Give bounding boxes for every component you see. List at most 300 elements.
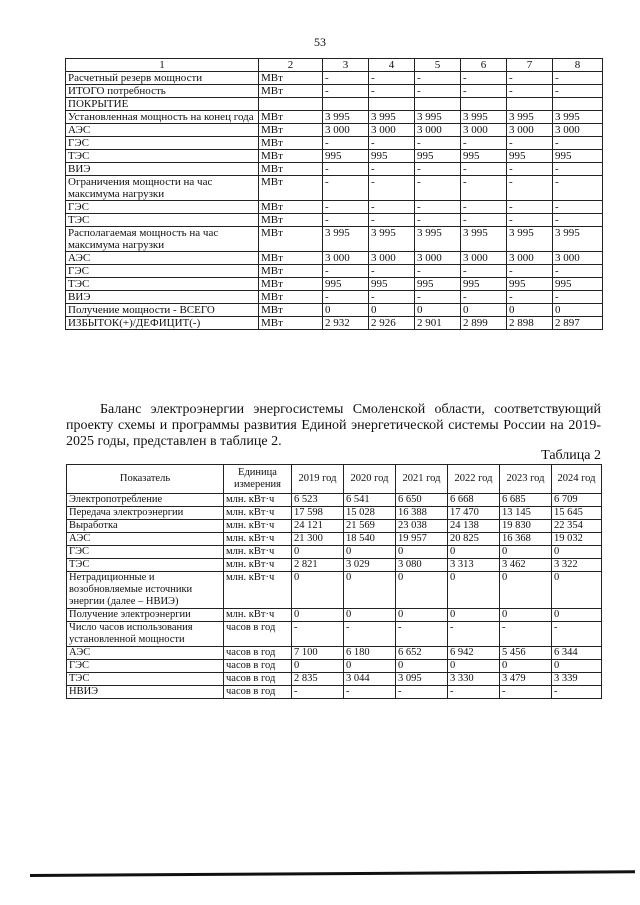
table-cell: 0 [500,660,552,673]
table-cell: 2 932 [323,317,369,330]
table-cell: 6 652 [396,647,448,660]
table-cell: 995 [369,278,415,291]
table-cell: 0 [292,572,344,609]
table-cell: 0 [396,572,448,609]
table-cell: 0 [292,546,344,559]
table-cell: - [396,686,448,699]
table-cell: 6 344 [552,647,602,660]
table-row [67,520,602,533]
table-cell: - [553,214,603,227]
table-cell: - [415,137,461,150]
table-cell: млн. кВт·ч [224,559,292,572]
table-row [66,163,603,176]
table-cell: НВИЭ [67,686,224,699]
paragraph-text: Баланс электроэнергии энергосистемы Смоленской области, соответствующий проекту схемы и программы развития Единой энергетической системы России на 2019-2025 годы, представлен в таблице 2. [66,402,601,449]
table-cell: 3 029 [344,559,396,572]
table-row [67,673,602,686]
table-cell: - [461,137,507,150]
table-cell: 19 830 [500,520,552,533]
table-cell: 5 456 [500,647,552,660]
table-cell: 24 138 [448,520,500,533]
table-cell: 0 [396,546,448,559]
table-cell: 0 [552,546,602,559]
table-cell: МВт [259,214,323,227]
table-cell: - [553,137,603,150]
table-cell: - [369,214,415,227]
table-cell: МВт [259,163,323,176]
table-cell: - [323,265,369,278]
column-header: 1 [66,59,259,72]
table-cell: - [553,291,603,304]
table-cell: МВт [259,150,323,163]
column-header: 6 [461,59,507,72]
table-row [66,291,603,304]
table-cell: - [292,686,344,699]
table-cell: Нетрадиционные и возобновляемые источники энергии (далее – НВИЭ) [67,572,224,609]
table-cell: Ограничения мощности на час максимума нагрузки [66,176,259,201]
table-cell: - [369,291,415,304]
table-cell: МВт [259,137,323,150]
table-cell: - [507,85,553,98]
table-cell: Располагаемая мощность на час максимума нагрузки [66,227,259,252]
table-row [66,111,603,124]
table-cell: 3 000 [553,252,603,265]
table-cell: ГЭС [66,201,259,214]
column-header: 8 [553,59,603,72]
body-paragraph [66,402,601,450]
table-cell: 6 685 [500,494,552,507]
table-cell: - [461,72,507,85]
table-cell: 3 322 [552,559,602,572]
table-cell: 22 354 [552,520,602,533]
table-cell: - [415,176,461,201]
table-cell: 3 995 [553,227,603,252]
column-header: 3 [323,59,369,72]
table-cell: - [344,686,396,699]
table-cell: - [500,622,552,647]
table-cell: - [369,163,415,176]
table-cell: 3 995 [323,227,369,252]
table-row [66,304,603,317]
table-cell: 3 000 [323,124,369,137]
table-cell: 0 [448,546,500,559]
table-cell: 6 541 [344,494,396,507]
table-cell: МВт [259,85,323,98]
table-cell: 0 [323,304,369,317]
table-cell: - [323,85,369,98]
table-cell: часов в год [224,673,292,686]
table-cell: - [553,176,603,201]
table-cell: 995 [461,278,507,291]
table-row [66,252,603,265]
table-cell: ИТОГО потребность [66,85,259,98]
table-header-row [66,59,603,72]
table-cell: - [553,85,603,98]
table-row [67,609,602,622]
table-cell: 995 [507,150,553,163]
table-cell: 2 897 [553,317,603,330]
table-cell: - [292,622,344,647]
table-cell: - [323,214,369,227]
table-cell: 0 [507,304,553,317]
table-cell: 0 [292,660,344,673]
table-cell: 0 [415,304,461,317]
table-cell: 3 080 [396,559,448,572]
table-cell: - [415,291,461,304]
table-row [66,98,603,111]
table-cell: - [396,622,448,647]
table-cell: - [323,201,369,214]
table-cell: млн. кВт·ч [224,507,292,520]
table-cell: МВт [259,227,323,252]
table-row [67,622,602,647]
table-row [66,214,603,227]
energy-balance-table [66,464,602,699]
table-cell: 3 000 [415,252,461,265]
table-cell [461,98,507,111]
table-header-row [67,465,602,494]
table-cell: 3 044 [344,673,396,686]
table-cell: ГЭС [67,660,224,673]
table-cell: ВИЭ [66,163,259,176]
table-row [66,317,603,330]
table-cell: 0 [344,609,396,622]
table-cell: МВт [259,278,323,291]
table-cell: - [461,85,507,98]
table-cell [507,98,553,111]
table-row [66,176,603,201]
table-cell: 3 995 [323,111,369,124]
table-cell: 15 028 [344,507,396,520]
table-cell: Установленная мощность на конец года [66,111,259,124]
table-cell: 0 [292,609,344,622]
table-cell: 19 032 [552,533,602,546]
table-cell: 0 [448,572,500,609]
table-cell: - [415,265,461,278]
table-row [67,559,602,572]
table-cell: 995 [323,278,369,291]
table-cell: 0 [344,660,396,673]
table-cell: МВт [259,111,323,124]
column-header: 4 [369,59,415,72]
table-cell: ГЭС [66,265,259,278]
table-row [66,150,603,163]
table-cell: 3 995 [369,111,415,124]
table-cell: 995 [553,150,603,163]
table-cell [415,98,461,111]
table-cell: - [553,265,603,278]
table-row [66,201,603,214]
table-cell: Получение мощности - ВСЕГО [66,304,259,317]
table-cell: 3 000 [369,252,415,265]
table-cell: 24 121 [292,520,344,533]
table-cell: АЭС [67,647,224,660]
table-cell: - [507,265,553,278]
table-cell: 3 479 [500,673,552,686]
table-cell: - [500,686,552,699]
column-header: Показатель [67,465,224,494]
table-cell: 19 957 [396,533,448,546]
table-cell: 0 [448,609,500,622]
column-header: 7 [507,59,553,72]
table-cell: МВт [259,72,323,85]
table-cell: МВт [259,317,323,330]
table-cell: часов в год [224,622,292,647]
table-cell: ПОКРЫТИЕ [66,98,259,111]
table-cell: Получение электроэнергии [67,609,224,622]
table-cell: - [448,686,500,699]
table-cell: - [369,137,415,150]
table-cell: 3 995 [507,227,553,252]
table-cell: Расчетный резерв мощности [66,72,259,85]
table-cell: - [448,622,500,647]
table-cell: - [344,622,396,647]
table-cell: МВт [259,265,323,278]
table-cell: 3 339 [552,673,602,686]
table-cell: млн. кВт·ч [224,494,292,507]
table-cell: 3 330 [448,673,500,686]
table-cell: часов в год [224,647,292,660]
table-cell: - [323,291,369,304]
table-cell: ТЭС [66,214,259,227]
power-balance-table [65,58,603,330]
table-cell: МВт [259,201,323,214]
table-cell: 3 000 [507,124,553,137]
table-cell: 2 835 [292,673,344,686]
table-cell: 3 000 [553,124,603,137]
column-header: 5 [415,59,461,72]
table-cell: 2 899 [461,317,507,330]
table-row [67,660,602,673]
table-cell: 995 [323,150,369,163]
table-row [66,278,603,291]
table-cell: МВт [259,252,323,265]
table-cell: МВт [259,291,323,304]
table-cell: 6 523 [292,494,344,507]
table-cell: МВт [259,176,323,201]
table-cell: млн. кВт·ч [224,546,292,559]
table-cell: Число часов использования установленной мощности [67,622,224,647]
table-cell: 15 645 [552,507,602,520]
table-cell: 3 095 [396,673,448,686]
table-cell: млн. кВт·ч [224,572,292,609]
table-cell: 0 [344,572,396,609]
table-cell: 3 995 [553,111,603,124]
table-cell: - [369,85,415,98]
table-cell: 3 000 [461,124,507,137]
table-row [66,72,603,85]
table-cell: - [369,201,415,214]
table-caption: Таблица 2 [541,448,601,463]
table-cell: 6 180 [344,647,396,660]
table-row [67,546,602,559]
table-cell: 3 000 [369,124,415,137]
table-row [67,572,602,609]
table-cell: 6 650 [396,494,448,507]
table-row [67,686,602,699]
table-cell: 3 995 [415,111,461,124]
table-cell: - [553,201,603,214]
table-cell: 2 901 [415,317,461,330]
table-cell: Выработка [67,520,224,533]
table-cell: ГЭС [67,546,224,559]
table-cell: ТЭС [67,559,224,572]
table-cell: - [507,163,553,176]
table-cell: - [507,72,553,85]
table-cell: часов в год [224,686,292,699]
table-cell: - [507,291,553,304]
table-cell: 16 368 [500,533,552,546]
table-cell: ТЭС [67,673,224,686]
table-cell: часов в год [224,660,292,673]
table-cell: 995 [415,150,461,163]
column-header: 2021 год [396,465,448,494]
table-cell: 6 668 [448,494,500,507]
table-cell: - [552,622,602,647]
table-cell: - [553,163,603,176]
table-cell: ТЭС [66,278,259,291]
table-cell: 995 [507,278,553,291]
table-cell: 7 100 [292,647,344,660]
table-cell: - [369,72,415,85]
table-cell: 995 [461,150,507,163]
table-cell: - [415,163,461,176]
table-cell: 3 995 [461,227,507,252]
table-cell: 3 313 [448,559,500,572]
table-cell: 0 [500,609,552,622]
table-cell: - [507,137,553,150]
table-cell: млн. кВт·ч [224,609,292,622]
table-cell: 0 [396,660,448,673]
table-cell: МВт [259,304,323,317]
table-cell: ВИЭ [66,291,259,304]
table-cell: 13 145 [500,507,552,520]
table-cell: 16 388 [396,507,448,520]
table-cell: 0 [552,572,602,609]
table-cell: АЭС [67,533,224,546]
table-cell: 20 825 [448,533,500,546]
table-cell: 17 470 [448,507,500,520]
table-cell: Электропотребление [67,494,224,507]
table-cell: 0 [500,546,552,559]
table-cell: - [415,72,461,85]
bottom-rule [30,870,635,877]
table-cell: 3 995 [507,111,553,124]
table-cell: 2 821 [292,559,344,572]
table-cell: - [507,214,553,227]
table-cell [553,98,603,111]
table-cell: - [415,214,461,227]
table-cell: - [415,85,461,98]
column-header: 2 [259,59,323,72]
table-row [67,647,602,660]
table-row [66,85,603,98]
table-cell: АЭС [66,124,259,137]
table-cell: 0 [552,660,602,673]
table-cell: 0 [396,609,448,622]
table-cell: АЭС [66,252,259,265]
table-cell: 995 [415,278,461,291]
table-row [66,227,603,252]
table-row [67,533,602,546]
table-cell: 0 [369,304,415,317]
table-cell: МВт [259,124,323,137]
table-cell: 995 [553,278,603,291]
table-cell: - [461,163,507,176]
table-cell [323,98,369,111]
table-cell: 0 [344,546,396,559]
column-header: 2019 год [292,465,344,494]
table-cell: - [553,72,603,85]
table-cell: 18 540 [344,533,396,546]
table-cell: - [323,72,369,85]
table-cell: 21 569 [344,520,396,533]
table-row [67,494,602,507]
table-cell: - [507,201,553,214]
table-cell: - [369,176,415,201]
table-cell: 3 995 [461,111,507,124]
table-cell: ИЗБЫТОК(+)/ДЕФИЦИТ(-) [66,317,259,330]
table-cell: 3 000 [415,124,461,137]
column-header: 2022 год [448,465,500,494]
table-cell: 23 038 [396,520,448,533]
table-cell: ГЭС [66,137,259,150]
table-cell [369,98,415,111]
table-cell: - [507,176,553,201]
table-cell: - [323,176,369,201]
table-cell: - [552,686,602,699]
table-cell: 3 000 [323,252,369,265]
table-cell: ТЭС [66,150,259,163]
table-cell: 0 [448,660,500,673]
table-cell: 3 000 [507,252,553,265]
table-cell: 995 [369,150,415,163]
column-header: Единица измерения [224,465,292,494]
table-cell: 0 [461,304,507,317]
table-cell: - [461,214,507,227]
table-cell: 6 942 [448,647,500,660]
table-cell: 6 709 [552,494,602,507]
table-row [66,265,603,278]
table-cell: - [323,137,369,150]
table-cell: - [461,265,507,278]
table-cell: млн. кВт·ч [224,533,292,546]
table-cell: - [369,265,415,278]
table-row [66,124,603,137]
table-cell: 17 598 [292,507,344,520]
column-header: 2024 год [552,465,602,494]
table-cell: - [461,176,507,201]
table-row [67,507,602,520]
table-cell: 3 000 [461,252,507,265]
table-cell: 3 995 [415,227,461,252]
table-cell: 0 [500,572,552,609]
column-header: 2023 год [500,465,552,494]
table-row [66,137,603,150]
table-cell: 0 [553,304,603,317]
table-cell: - [461,201,507,214]
page-number: 53 [314,35,326,49]
column-header: 2020 год [344,465,396,494]
table-cell: - [323,163,369,176]
table-cell: млн. кВт·ч [224,520,292,533]
table-cell: 0 [552,609,602,622]
table-cell: - [461,291,507,304]
table-cell: 21 300 [292,533,344,546]
table-cell: 2 898 [507,317,553,330]
table-cell: 3 462 [500,559,552,572]
table-cell: Передача электроэнергии [67,507,224,520]
